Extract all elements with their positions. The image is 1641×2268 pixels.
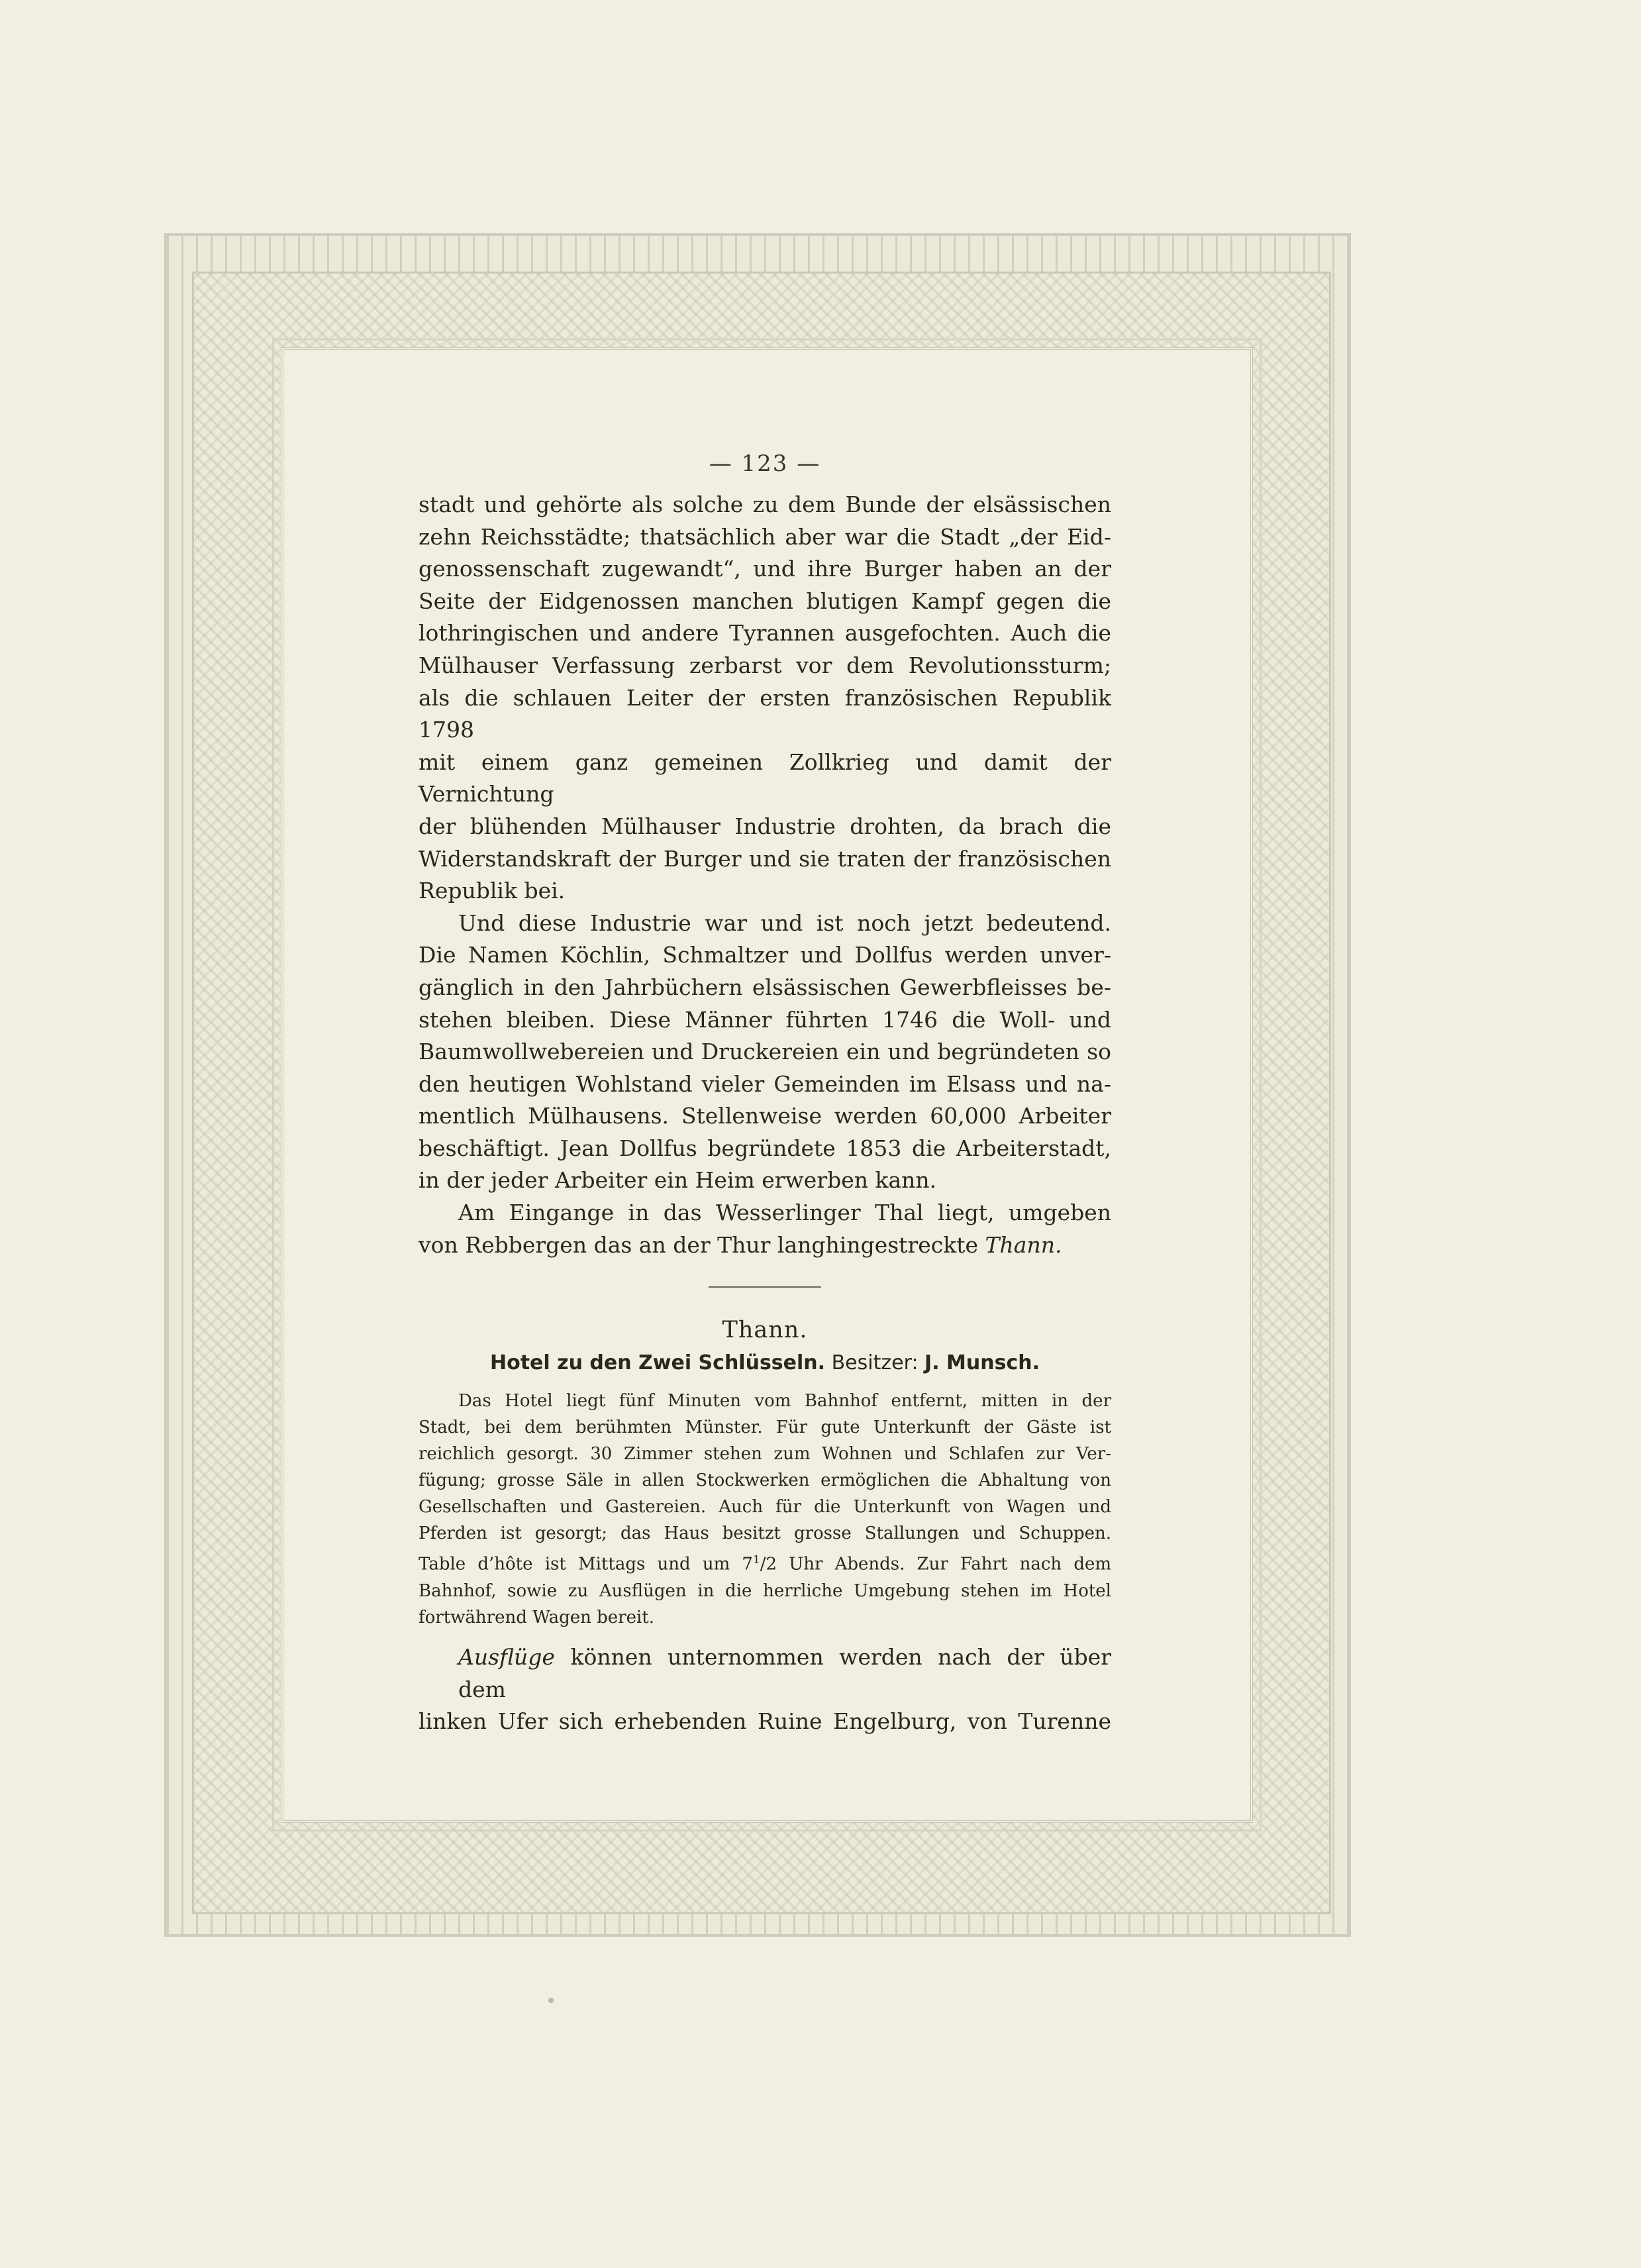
text-line: Republik bei.: [419, 878, 566, 904]
text-line: [419, 1229, 1111, 1262]
hotel-heading: [419, 1351, 1111, 1374]
text-line: Mülhauser Verfassung zerbarst vor dem Revolutionssturm;: [419, 652, 1111, 678]
excursion-label: Ausflüge: [458, 1643, 555, 1670]
text-line: [419, 1641, 1111, 1706]
text-fragment: /2 Uhr Abends. Zur Fahrt nach dem: [760, 1554, 1112, 1574]
text-line: mit einem ganz gemeinen Zollkrieg und damit der Vernichtung: [419, 748, 1111, 807]
text-line: linken Ufer sich erhebenden Ruine Engelburg, von Turenne: [419, 1708, 1111, 1735]
text-line: beschäftigt. Jean Dollfus begründete 1853 die Arbeiterstadt,: [419, 1135, 1111, 1161]
text-line: genossenschaft zugewandt“, und ihre Burger haben an der: [419, 556, 1111, 582]
text-line: Baumwollwebereien und Druckereien ein und begründeten so: [419, 1039, 1111, 1065]
text-fragment: können unternommen werden nach der über dem: [458, 1643, 1111, 1702]
paragraph-3: [419, 1197, 1111, 1261]
hotel-description: [419, 1388, 1111, 1631]
paragraph-1: [419, 489, 1111, 907]
text-line: Am Eingange in das Wesserlinger Thal liegt, umgeben: [458, 1200, 1111, 1226]
text-line: zehn Reichsstädte; thatsächlich aber war die Stadt „der Eid-: [419, 523, 1111, 550]
text-line: den heutigen Wohlstand vieler Gemeinden im Elsass und na-: [419, 1070, 1111, 1097]
text-line: Das Hotel liegt fünf Minuten vom Bahnhof entfernt, mitten in der: [458, 1391, 1111, 1412]
text-line: stadt und gehörte als solche zu dem Bunde der elsässischen: [419, 491, 1111, 517]
text-line: Pferden ist gesorgt; das Haus besitzt grosse Stallungen und Schuppen.: [419, 1523, 1111, 1544]
text-line: Stadt, bei dem berühmten Münster. Für gute Unterkunft der Gäste ist: [419, 1418, 1111, 1438]
place-name-thann: Thann.: [985, 1231, 1062, 1258]
section-title: Thann.: [722, 1317, 808, 1344]
text-line: Bahnhof, sowie zu Ausflügen in die herrliche Umgebung stehen im Hotel: [419, 1580, 1111, 1601]
section-divider: [709, 1286, 821, 1288]
text-line: der blühenden Mülhauser Industrie drohten, da brach die: [419, 813, 1111, 839]
text-line: lothringischen und andere Tyrannen ausgefochten. Auch die: [419, 620, 1111, 646]
text-line: [419, 1547, 1111, 1578]
text-line: mentlich Mülhausens. Stellenweise werden 60,000 Arbeiter: [419, 1103, 1111, 1129]
page-number: — 123 —: [709, 450, 821, 477]
text-line: Die Namen Köchlin, Schmaltzer und Dollfus werden unver-: [419, 942, 1111, 968]
page-text: [419, 450, 1111, 1738]
text-line: Seite der Eidgenossen manchen blutigen Kampf gegen die: [419, 588, 1111, 614]
owner-label: Besitzer:: [831, 1351, 919, 1375]
text-line: Gesellschaften und Gastereien. Auch für die Unterkunft von Wagen und: [419, 1497, 1111, 1518]
text-line: fügung; grosse Säle in allen Stockwerken ermöglichen die Abhaltung von: [419, 1470, 1111, 1491]
hotel-name: Hotel zu den Zwei Schlüsseln.: [490, 1351, 826, 1375]
paragraph-2: [419, 907, 1111, 1197]
text-line: als die schlauen Leiter der ersten französischen Republik 1798: [419, 684, 1111, 743]
text-line: in der jeder Arbeiter ein Heim erwerben kann.: [419, 1167, 937, 1194]
owner-name: J. Munsch.: [924, 1351, 1040, 1375]
excursion-paragraph: [419, 1641, 1111, 1738]
text-line: stehen bleiben. Diese Männer führten 1746 die Woll- und: [419, 1006, 1111, 1033]
text-fragment: von Rebbergen das an der Thur langhingestreckte: [419, 1231, 985, 1258]
text-line: fortwährend Wagen bereit.: [419, 1607, 655, 1627]
text-line: Widerstandskraft der Burger und sie traten der französischen: [419, 845, 1111, 872]
text-fragment: Table d’hôte ist Mittags und um 7: [419, 1554, 753, 1574]
paper-speck: [548, 1998, 554, 2003]
text-line: Und diese Industrie war und ist noch jetzt bedeutend.: [458, 909, 1111, 936]
text-line: gänglich in den Jahrbüchern elsässischen Gewerbfleisses be-: [419, 974, 1111, 1000]
text-line: reichlich gesorgt. 30 Zimmer stehen zum Wohnen und Schlafen zur Ver-: [419, 1444, 1111, 1465]
fraction-numerator: 1: [752, 1553, 760, 1567]
